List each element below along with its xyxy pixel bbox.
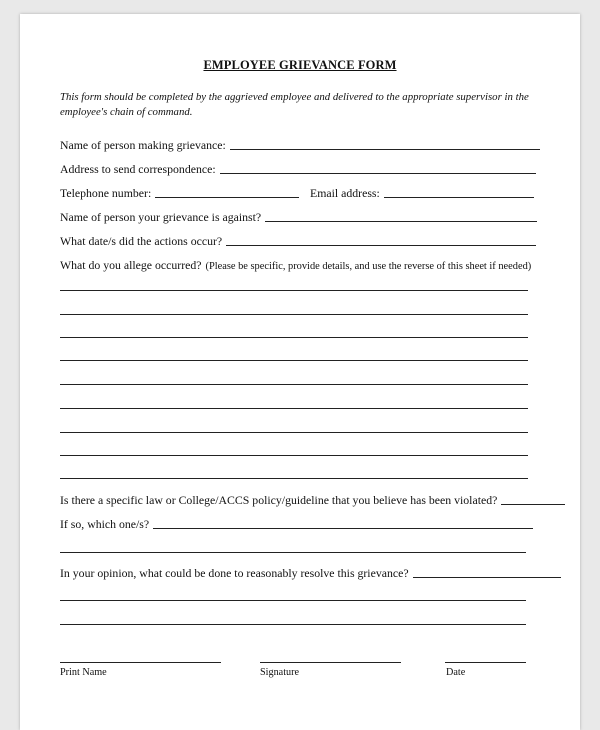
phone-field[interactable] — [155, 197, 299, 198]
date-field[interactable] — [445, 662, 526, 663]
email-field[interactable] — [384, 197, 534, 198]
address-field[interactable] — [220, 173, 536, 174]
allege-answer-line[interactable] — [60, 455, 528, 456]
allege-label: What do you allege occurred? — [60, 258, 202, 272]
against-label: Name of person your grievance is against? — [60, 210, 262, 224]
address-label: Address to send correspondence: — [60, 162, 216, 176]
phone-row — [60, 186, 299, 201]
phone-label: Telephone number: — [60, 186, 152, 200]
form-title — [20, 58, 580, 73]
allege-answer-line[interactable] — [60, 314, 528, 315]
policy-label: Is there a specific law or College/ACCS policy/guideline that you believe has been violated? — [60, 493, 498, 507]
date-label: Date — [446, 667, 466, 678]
print-name-label: Print Name — [60, 667, 107, 678]
resolve-label: In your opinion, what could be done to reasonably resolve this grievance? — [60, 566, 409, 580]
against-field[interactable] — [265, 221, 537, 222]
allege-row — [60, 258, 531, 273]
resolve-answer-line[interactable] — [60, 624, 526, 625]
dates-field[interactable] — [226, 245, 536, 246]
which-row — [60, 517, 533, 532]
allege-note: (Please be specific, provide details, and use the reverse of this sheet if needed) — [205, 261, 532, 272]
allege-answer-line[interactable] — [60, 408, 528, 409]
policy-field[interactable] — [501, 504, 565, 505]
name-row — [60, 138, 540, 153]
name-label: Name of person making grievance: — [60, 138, 226, 152]
signature-label: Signature — [260, 667, 300, 678]
allege-answer-line[interactable] — [60, 290, 528, 291]
email-label: Email address: — [310, 186, 380, 200]
which-field[interactable] — [153, 528, 533, 529]
allege-answer-line[interactable] — [60, 337, 528, 338]
resolve-answer-line[interactable] — [60, 600, 526, 601]
dates-row — [60, 234, 536, 249]
form-page — [20, 14, 580, 730]
policy-row — [60, 493, 565, 508]
dates-label: What date/s did the actions occur? — [60, 234, 223, 248]
name-field[interactable] — [230, 149, 540, 150]
which-answer-line[interactable] — [60, 552, 526, 553]
print-name-field[interactable] — [60, 662, 221, 663]
email-row — [310, 186, 534, 201]
allege-answer-line[interactable] — [60, 478, 528, 479]
allege-answer-line[interactable] — [60, 432, 528, 433]
allege-answer-line[interactable] — [60, 384, 528, 385]
signature-field[interactable] — [260, 662, 401, 663]
address-row — [60, 162, 536, 177]
allege-answer-line[interactable] — [60, 360, 528, 361]
resolve-field[interactable] — [413, 577, 561, 578]
against-row — [60, 210, 537, 225]
form-title-text: EMPLOYEE GRIEVANCE FORM — [203, 58, 397, 72]
form-intro: This form should be completed by the aggrieved employee and delivered to the appropriate supervisor in the employee's chain of command. — [60, 91, 529, 118]
which-label: If so, which one/s? — [60, 517, 150, 531]
resolve-row — [60, 566, 561, 581]
